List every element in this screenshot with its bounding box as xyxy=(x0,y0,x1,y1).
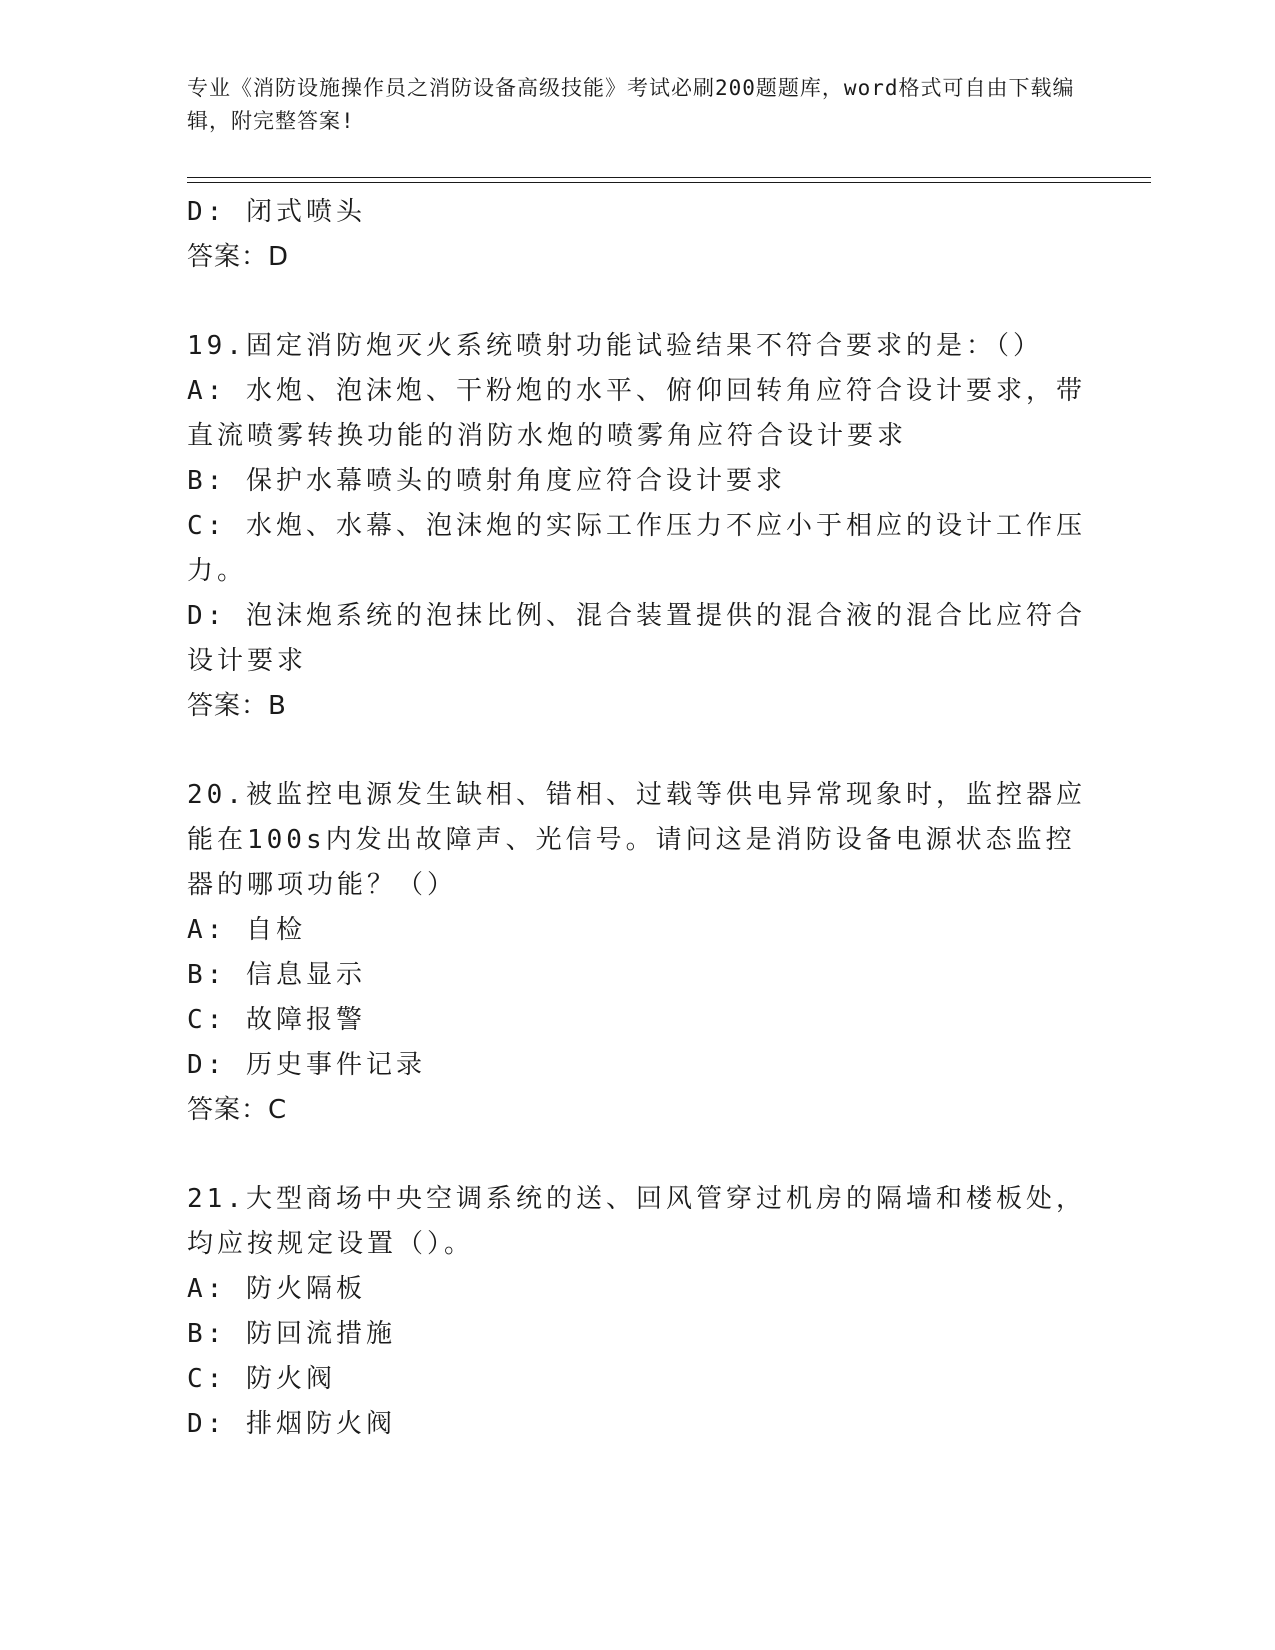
option-a: A: 防火隔板 xyxy=(187,1274,366,1304)
option-c: C: 故障报警 xyxy=(187,1005,366,1035)
option-b: B: 保护水幕喷头的喷射角度应符合设计要求 xyxy=(187,466,786,496)
option-c: C: 防火阀 xyxy=(187,1364,336,1394)
option-b: B: 信息显示 xyxy=(187,960,366,990)
option-d: D: 历史事件记录 xyxy=(187,1050,426,1080)
option-b: B: 防回流措施 xyxy=(187,1319,396,1349)
spacer xyxy=(187,1133,1087,1177)
question-stem: 20.被监控电源发生缺相、错相、过载等供电异常现象时，监控器应能在100s内发出故障声、光信号。请问这是消防设备电源状态监控器的哪项功能？（） xyxy=(187,780,1086,900)
spacer xyxy=(187,280,1087,324)
option-c: C: 水炮、水幕、泡沫炮的实际工作压力不应小于相应的设计工作压力。 xyxy=(187,511,1086,586)
answer-line: 答案：C xyxy=(187,1095,288,1125)
answer-line: 答案：B xyxy=(187,691,287,721)
option-d: D: 排烟防火阀 xyxy=(187,1409,396,1439)
document-header: 专业《消防设施操作员之消防设备高级技能》考试必刷200题题库，word格式可自由下载编辑，附完整答案! xyxy=(187,76,1075,133)
answer-line: 答案：D xyxy=(187,242,290,272)
option-d: D: 闭式喷头 xyxy=(187,197,366,227)
question-stem: 19.固定消防炮灭火系统喷射功能试验结果不符合要求的是：（） xyxy=(187,331,1043,361)
spacer xyxy=(187,729,1087,773)
header-divider xyxy=(187,177,1151,183)
document-body xyxy=(187,190,1087,1447)
option-a: A: 水炮、泡沫炮、干粉炮的水平、俯仰回转角应符合设计要求，带直流喷雾转换功能的消防水炮的喷雾角应符合设计要求 xyxy=(187,376,1086,451)
option-d: D: 泡沫炮系统的泡抹比例、混合装置提供的混合液的混合比应符合设计要求 xyxy=(187,601,1086,676)
question-stem: 21.大型商场中央空调系统的送、回风管穿过机房的隔墙和楼板处，均应按规定设置（）。 xyxy=(187,1184,1086,1259)
option-a: A: 自检 xyxy=(187,915,306,945)
